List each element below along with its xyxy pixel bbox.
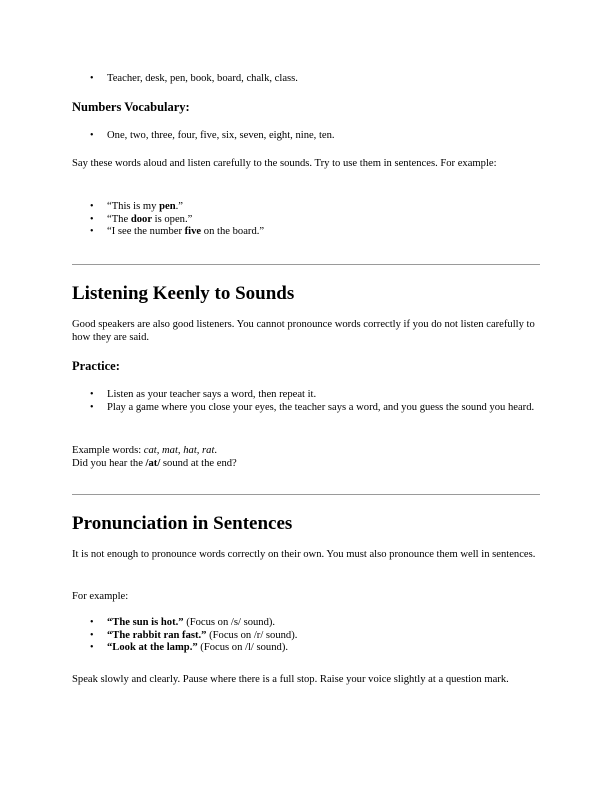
section-divider <box>72 264 540 265</box>
list-item: • Play a game where you close your eyes, the teacher says a word, and you guess the sound you heard. <box>72 402 540 415</box>
practice-list <box>72 389 540 414</box>
say-aloud-paragraph: Say these words aloud and listen carefully to the sounds. Try to use them in sentences. For example: <box>72 158 497 169</box>
list-item: • “The rabbit ran fast.” (Focus on /r/ sound). <box>72 630 540 643</box>
pronunciation-intro: It is not enough to pronounce words correctly on their own. You must also pronounce them well in sentences. <box>72 549 536 560</box>
list-item: • “I see the number five on the board.” <box>72 226 540 239</box>
listening-intro: Good speakers are also good listeners. You cannot pronounce words correctly if you do not listen carefully to how they are said. <box>72 319 535 343</box>
list-item: • “Look at the lamp.” (Focus on /l/ sound). <box>72 642 540 655</box>
practice-heading: Practice: <box>72 359 120 373</box>
example-words-line: Example words: cat, mat, hat, rat. Did you hear the /at/ sound at the end? <box>72 445 237 469</box>
example-sentences-list <box>72 201 540 239</box>
list-item: • “The sun is hot.” (Focus on /s/ sound). <box>72 617 540 630</box>
classroom-words-list <box>72 73 540 86</box>
numbers-list <box>72 130 540 143</box>
section-divider <box>72 494 540 495</box>
listening-title: Listening Keenly to Sounds <box>72 283 295 304</box>
pronunciation-title: Pronunciation in Sentences <box>72 513 293 534</box>
for-example-label: For example: <box>72 591 129 602</box>
closing-paragraph: Speak slowly and clearly. Pause where there is a full stop. Raise your voice slightly at a question mark. <box>72 674 509 685</box>
focus-sentences-list <box>72 617 540 655</box>
list-item: • Teacher, desk, pen, book, board, chalk, class. <box>72 73 540 86</box>
list-item: • “This is my pen.” <box>72 201 540 214</box>
list-item: • Listen as your teacher says a word, then repeat it. <box>72 389 540 402</box>
numbers-heading: Numbers Vocabulary: <box>72 100 190 114</box>
list-item: • “The door is open.” <box>72 214 540 227</box>
list-item: • One, two, three, four, five, six, seven, eight, nine, ten. <box>72 130 540 143</box>
